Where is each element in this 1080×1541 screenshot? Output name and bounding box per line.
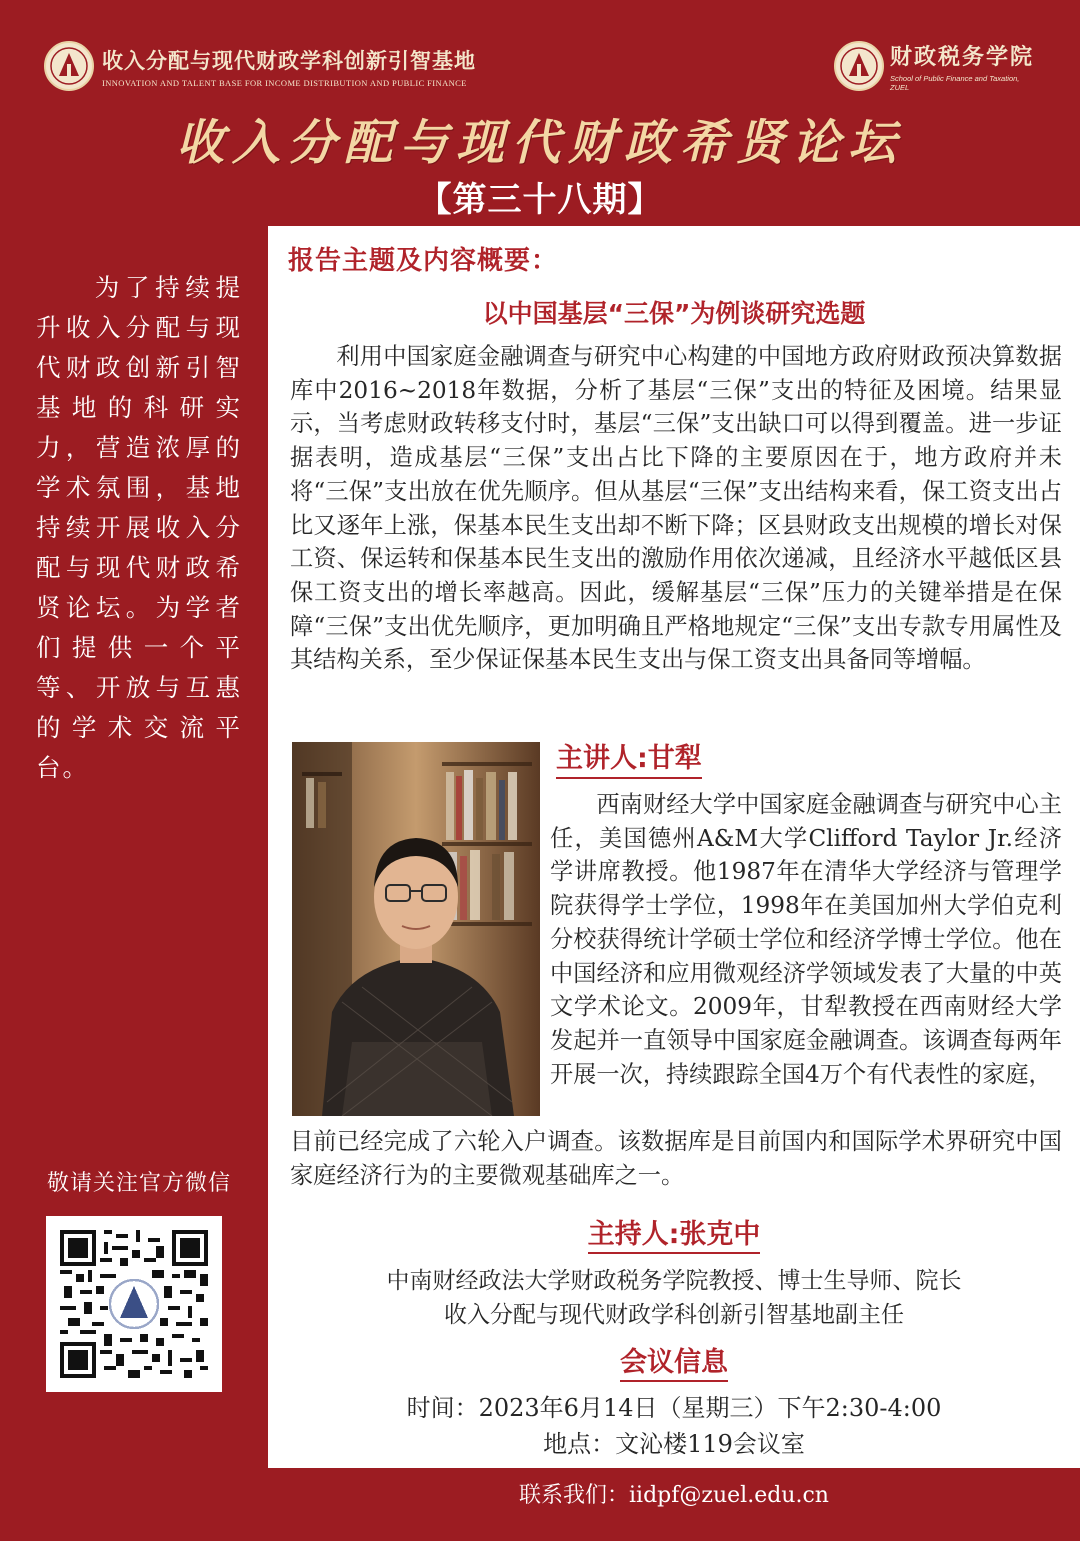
qr-code-icon — [60, 1230, 208, 1378]
report-abstract: 利用中国家庭金融调查与研究中心构建的中国地方政府财政预决算数据库中2016~2018年数据，分析了基层“三保”支出的特征及困境。结果显示，当考虑财政转移支付时，基层“三保”支出缺口可以得到覆盖。进一步证据表明，造成基层“三保”支出占比下降的主要原因在于，地方政府并未将“三保”支出放在优先顺序。但从基层“三保”支出结构来看，保工资支出占比又逐年上涨，保基本民生支出却不断下降；区县财政支出规模的增长对保工资、保运转和保基本民生支出的激励作用依次递减，且经济水平越低区县保工资支出的增长率越高。因此，缓解基层“三保”压力的关键举措是在保障“三保”支出优先顺序，更加明确且严格地规定“三保”支出专款专用属性及其结构关系，至少保证保基本民生支出与保工资支出具备同等增幅。 — [290, 343, 1062, 674]
content-panel — [268, 226, 1080, 1468]
host-heading-text: 主持人:张克中 — [588, 1219, 761, 1254]
forum-intro: 为了持续提升收入分配与现代财政创新引智基地的科研实力，营造浓厚的学术氛围，基地持续开展收入分配与现代财政希贤论坛。为学者们提供一个平等、开放与互惠的学术交流平台。 — [36, 273, 242, 782]
report-topic: 以中国基层“三保”为例谈研究选题 — [482, 299, 866, 328]
meeting-time: 时间：2023年6月14日（星期三）下午2:30-4:00 — [406, 1394, 942, 1422]
follow-wechat-label: 敬请关注官方微信 — [46, 1171, 231, 1196]
meeting-heading — [268, 1340, 1080, 1379]
speaker-bio-upper: 西南财经大学中国家庭金融调查与研究中心主任，美国德州A&M大学Clifford Taylor Jr.经济学讲席教授。他1987年在清华大学经济与管理学院获得学士学位，1998年在美国加州大学伯克利分校获得统计学硕士学位和经济学博士学位。他在中国经济和应用微观经济学领域发表了大量的中英文学术论文。2009年，甘犁教授在西南财经大学发起并一直领导中国家庭金融调查。该调查每两年开展一次，持续跟踪全国4万个有代表性的家庭， — [550, 791, 1062, 1088]
school-name-cn: 财政税务学院 — [890, 44, 1035, 70]
contact-email[interactable]: 联系我们：iidpf@zuel.edu.cn — [519, 1483, 829, 1508]
school-name-en: School of Public Finance and Taxation, ZUEL — [890, 74, 1020, 92]
speaker-photo — [292, 742, 540, 1116]
host-heading — [268, 1212, 1080, 1251]
base-seal-icon — [44, 41, 94, 91]
forum-title: 收入分配与现代财政希贤论坛 — [175, 115, 904, 171]
base-header — [44, 40, 504, 92]
speaker-bio-lower: 目前已经完成了六轮入户调查。该数据库是目前国内和国际学术界研究中国家庭经济行为的主要微观基础库之一。 — [290, 1128, 1062, 1189]
meeting-place: 地点：文沁楼119会议室 — [543, 1430, 805, 1458]
speaker-heading: 主讲人:甘犁 — [556, 736, 702, 779]
base-name-cn: 收入分配与现代财政学科创新引智基地 — [102, 47, 476, 73]
report-heading: 报告主题及内容概要： — [288, 246, 559, 276]
base-name-en: INNOVATION AND TALENT BASE FOR INCOME DISTRIBUTION AND PUBLIC FINANCE — [102, 77, 467, 88]
host-title-line1: 中南财经政法大学财政税务学院教授、博士生导师、院长 — [386, 1268, 962, 1294]
wechat-qr-code[interactable] — [46, 1216, 222, 1392]
school-seal-icon — [834, 41, 884, 91]
school-header — [834, 40, 1036, 92]
meeting-heading-text: 会议信息 — [620, 1347, 728, 1382]
host-title-line2: 收入分配与现代财政学科创新引智基地副主任 — [444, 1302, 904, 1328]
issue-number: 【第三十八期】 — [417, 180, 663, 220]
